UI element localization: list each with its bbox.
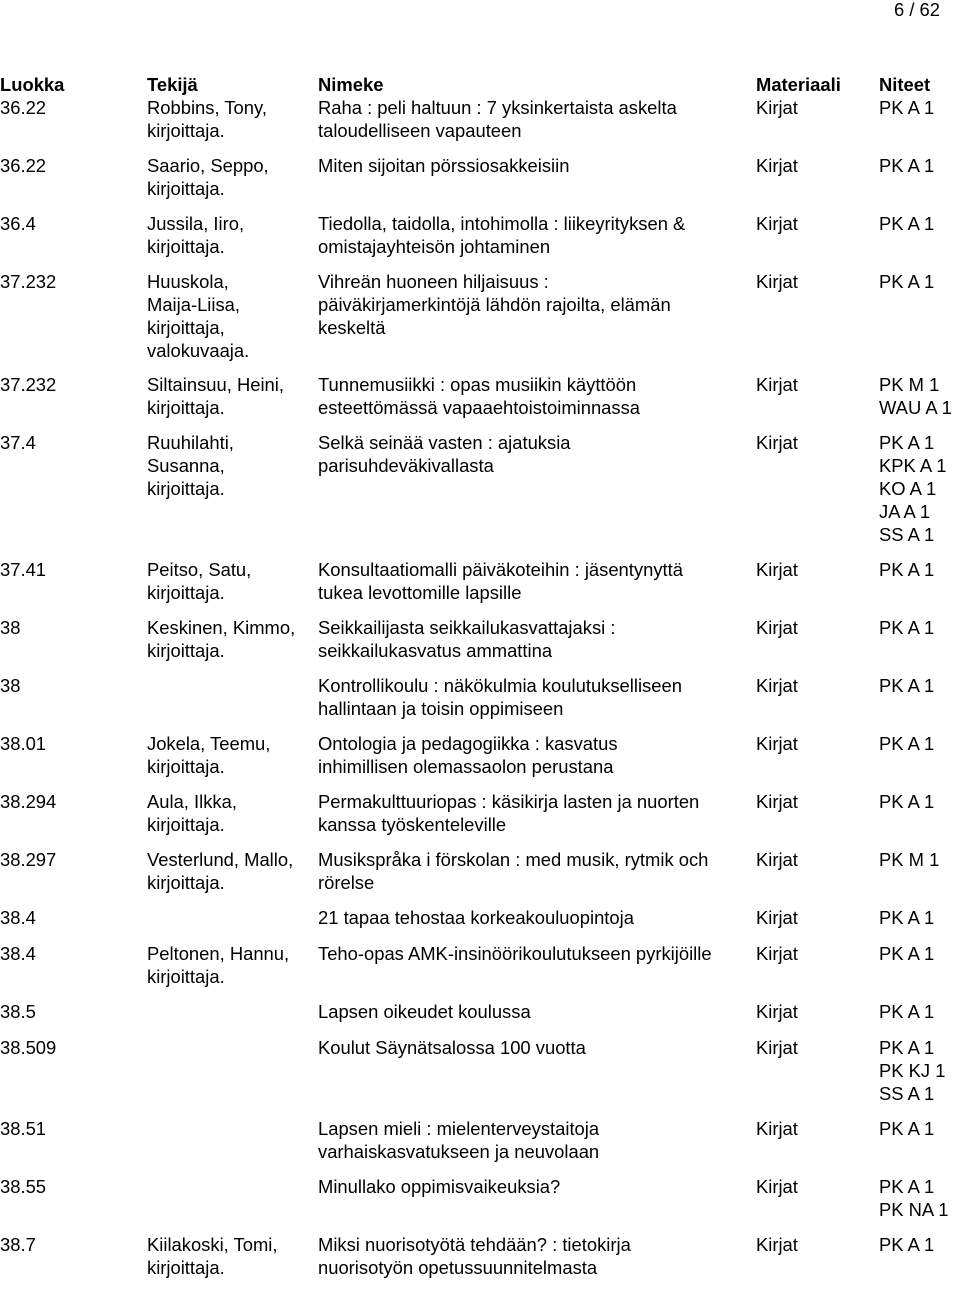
cell-niteet: [879, 616, 960, 639]
cell-tekija: [147, 96, 315, 142]
cell-niteet: [879, 790, 960, 813]
cell-tekija-line: kirjoittaja.: [147, 478, 225, 499]
cell-nimeke-line: Lapsen mieli : mielenterveystaitoja: [318, 1118, 600, 1139]
cell-tekija-line: Keskinen, Kimmo,: [147, 617, 296, 638]
cell-tekija-line: Huuskola,: [147, 271, 229, 292]
cell-niteet-line: PK M 1: [879, 849, 940, 870]
cell-tekija-line: Maija-Liisa,: [147, 294, 241, 315]
cell-materiaali: Kirjat: [756, 791, 798, 812]
cell-tekija: [147, 942, 315, 988]
cell-nimeke-line: Permakulttuuriopas : käsikirja lasten ja nuorten: [318, 791, 700, 812]
cell-nimeke-line: Koulut Säynätsalossa 100 vuotta: [318, 1037, 586, 1058]
cell-luokka: 38.5: [0, 1001, 36, 1022]
cell-materiaali: Kirjat: [756, 1001, 798, 1022]
cell-niteet-line: KPK A 1: [879, 455, 947, 476]
cell-niteet-line: WAU A 1: [879, 397, 952, 418]
cell-luokka: 38.7: [0, 1234, 36, 1255]
cell-luokka: 38: [0, 675, 21, 696]
cell-tekija-line: Jussila, Iiro,: [147, 213, 245, 234]
cell-niteet-line: PK A 1: [879, 271, 935, 292]
cell-luokka: 37.4: [0, 432, 36, 453]
column-header-nimeke: Nimeke: [318, 74, 384, 95]
cell-materiaali: Kirjat: [756, 943, 798, 964]
cell-niteet-line: KO A 1: [879, 478, 937, 499]
cell-tekija-line: kirjoittaja,: [147, 317, 225, 338]
cell-tekija-line: kirjoittaja.: [147, 236, 225, 257]
cell-niteet-line: PK KJ 1: [879, 1060, 946, 1081]
cell-luokka: 38.55: [0, 1176, 47, 1197]
cell-luokka: 37.232: [0, 374, 57, 395]
cell-nimeke-line: Tiedolla, taidolla, intohimolla : liikeyrityksen &: [318, 213, 686, 234]
cell-tekija-line: kirjoittaja.: [147, 756, 225, 777]
cell-nimeke: [318, 732, 758, 778]
cell-tekija: [147, 212, 315, 258]
cell-nimeke-line: inhimillisen olemassaolon perustana: [318, 756, 614, 777]
cell-nimeke-line: Konsultaatiomalli päiväkoteihin : jäsentynyttä: [318, 559, 683, 580]
cell-niteet-line: PK A 1: [879, 1234, 935, 1255]
cell-luokka: 37.41: [0, 559, 47, 580]
cell-nimeke-line: päiväkirjamerkintöjä lähdön rajoilta, elämän: [318, 294, 671, 315]
cell-niteet-line: PK NA 1: [879, 1199, 949, 1220]
cell-luokka: 37.232: [0, 271, 57, 292]
cell-nimeke-line: Seikkailijasta seikkailukasvattajaksi :: [318, 617, 616, 638]
cell-nimeke: [318, 154, 758, 177]
cell-niteet: [879, 431, 960, 546]
cell-nimeke-line: Miten sijoitan pörssiosakkeisiin: [318, 155, 570, 176]
cell-materiaali: Kirjat: [756, 1037, 798, 1058]
cell-tekija-line: Jokela, Teemu,: [147, 733, 271, 754]
cell-materiaali: Kirjat: [756, 675, 798, 696]
cell-niteet: [879, 732, 960, 755]
cell-materiaali: Kirjat: [756, 733, 798, 754]
cell-nimeke-line: Musikspråka i förskolan : med musik, rytmik och: [318, 849, 709, 870]
column-header-luokka: Luokka: [0, 74, 65, 95]
table-row: [0, 1233, 960, 1313]
cell-niteet-line: PK A 1: [879, 617, 935, 638]
cell-niteet-line: PK A 1: [879, 97, 935, 118]
cell-nimeke-line: rörelse: [318, 872, 375, 893]
cell-niteet: [879, 154, 960, 177]
cell-luokka: 38.297: [0, 849, 57, 870]
cell-nimeke-line: Raha : peli haltuun : 7 yksinkertaista askelta: [318, 97, 677, 118]
cell-nimeke: [318, 1117, 758, 1163]
cell-nimeke: [318, 270, 758, 339]
cell-nimeke-line: taloudelliseen vapauteen: [318, 120, 522, 141]
cell-niteet-line: SS A 1: [879, 1083, 935, 1104]
cell-niteet: [879, 558, 960, 581]
table-row: [0, 1036, 960, 1116]
cell-tekija-line: Saario, Seppo,: [147, 155, 269, 176]
cell-tekija: [147, 558, 315, 604]
cell-niteet-line: PK A 1: [879, 559, 935, 580]
cell-materiaali: Kirjat: [756, 432, 798, 453]
cell-niteet: [879, 96, 960, 119]
cell-materiaali: Kirjat: [756, 907, 798, 928]
cell-nimeke-line: Kontrollikoulu : näkökulmia koulutukselliseen: [318, 675, 682, 696]
cell-niteet: [879, 906, 960, 929]
cell-niteet-line: PK A 1: [879, 155, 935, 176]
cell-materiaali: Kirjat: [756, 1176, 798, 1197]
cell-tekija-line: kirjoittaja.: [147, 397, 225, 418]
cell-niteet-line: JA A 1: [879, 501, 931, 522]
cell-materiaali: Kirjat: [756, 155, 798, 176]
cell-nimeke: [318, 616, 758, 662]
cell-tekija-line: valokuvaaja.: [147, 340, 250, 361]
cell-tekija-line: kirjoittaja.: [147, 640, 225, 661]
table-row: [0, 431, 960, 545]
table-row: [0, 270, 960, 361]
cell-materiaali: Kirjat: [756, 1234, 798, 1255]
cell-tekija-line: Ruuhilahti,: [147, 432, 234, 453]
cell-nimeke-line: hallintaan ja toisin oppimiseen: [318, 698, 564, 719]
cell-materiaali: Kirjat: [756, 617, 798, 638]
cell-nimeke-line: Minullako oppimisvaikeuksia?: [318, 1176, 561, 1197]
cell-tekija-line: Vesterlund, Mallo,: [147, 849, 294, 870]
cell-materiaali: Kirjat: [756, 271, 798, 292]
cell-tekija-line: Kiilakoski, Tomi,: [147, 1234, 278, 1255]
cell-tekija-line: kirjoittaja.: [147, 1257, 225, 1278]
cell-luokka: 38.51: [0, 1118, 47, 1139]
cell-niteet-line: PK A 1: [879, 1037, 935, 1058]
column-header-niteet: Niteet: [879, 74, 931, 95]
cell-niteet: [879, 1000, 960, 1023]
cell-niteet-line: PK A 1: [879, 1118, 935, 1139]
cell-niteet-line: PK A 1: [879, 1176, 935, 1197]
cell-nimeke-line: Selkä seinää vasten : ajatuksia: [318, 432, 571, 453]
cell-luokka: 36.22: [0, 97, 47, 118]
cell-nimeke-line: esteettömässä vapaaehtoistoiminnassa: [318, 397, 641, 418]
cell-nimeke: [318, 212, 758, 258]
cell-nimeke-line: omistajayhteisön johtaminen: [318, 236, 551, 257]
cell-nimeke: [318, 906, 758, 929]
cell-luokka: 36.4: [0, 213, 36, 234]
cell-nimeke-line: kanssa työskenteleville: [318, 814, 507, 835]
cell-niteet-line: PK A 1: [879, 675, 935, 696]
cell-tekija-line: Susanna,: [147, 455, 225, 476]
cell-tekija-line: kirjoittaja.: [147, 814, 225, 835]
cell-niteet: [879, 1175, 960, 1221]
cell-tekija-line: kirjoittaja.: [147, 872, 225, 893]
cell-nimeke-line: Miksi nuorisotyötä tehdään? : tietokirja: [318, 1234, 631, 1255]
cell-luokka: 38.01: [0, 733, 47, 754]
cell-tekija-line: kirjoittaja.: [147, 582, 225, 603]
cell-luokka: 38.4: [0, 943, 36, 964]
cell-niteet-line: PK A 1: [879, 213, 935, 234]
cell-luokka: 38.509: [0, 1037, 57, 1058]
cell-tekija-line: Aula, Ilkka,: [147, 791, 237, 812]
cell-niteet-line: PK A 1: [879, 1001, 935, 1022]
cell-nimeke-line: Ontologia ja pedagogiikka : kasvatus: [318, 733, 618, 754]
cell-luokka: 36.22: [0, 155, 47, 176]
cell-niteet: [879, 848, 960, 871]
column-header-tekija: Tekijä: [147, 74, 198, 95]
cell-niteet-line: PK A 1: [879, 432, 935, 453]
cell-nimeke: [318, 848, 758, 894]
cell-nimeke: [318, 373, 758, 419]
cell-tekija: [147, 616, 315, 662]
cell-nimeke: [318, 1175, 758, 1198]
cell-niteet-line: PK A 1: [879, 943, 935, 964]
cell-tekija-line: Peltonen, Hannu,: [147, 943, 290, 964]
cell-niteet: [879, 942, 960, 965]
cell-nimeke: [318, 431, 758, 477]
cell-tekija-line: kirjoittaja.: [147, 178, 225, 199]
cell-niteet: [879, 674, 960, 697]
column-header-materiaali: Materiaali: [756, 74, 841, 95]
cell-materiaali: Kirjat: [756, 374, 798, 395]
cell-materiaali: Kirjat: [756, 213, 798, 234]
cell-tekija-line: Robbins, Tony,: [147, 97, 267, 118]
cell-niteet-line: PK A 1: [879, 733, 935, 754]
cell-nimeke: [318, 790, 758, 836]
cell-tekija: [147, 373, 315, 419]
cell-niteet-line: PK M 1: [879, 374, 940, 395]
cell-materiaali: Kirjat: [756, 849, 798, 870]
cell-tekija: [147, 732, 315, 778]
cell-nimeke-line: Lapsen oikeudet koulussa: [318, 1001, 531, 1022]
cell-nimeke-line: varhaiskasvatukseen ja neuvolaan: [318, 1141, 600, 1162]
cell-nimeke-line: Teho-opas AMK-insinöörikoulutukseen pyrkijöille: [318, 943, 712, 964]
cell-tekija-line: Peitso, Satu,: [147, 559, 252, 580]
cell-tekija-line: Siltainsuu, Heini,: [147, 374, 284, 395]
cell-niteet: [879, 1233, 960, 1256]
cell-niteet-line: PK A 1: [879, 791, 935, 812]
cell-nimeke: [318, 558, 758, 604]
cell-nimeke: [318, 674, 758, 720]
cell-tekija-line: kirjoittaja.: [147, 966, 225, 987]
cell-nimeke-line: tukea levottomille lapsille: [318, 582, 522, 603]
cell-nimeke: [318, 942, 758, 965]
cell-tekija: [147, 154, 315, 200]
table-header: [0, 73, 960, 97]
cell-luokka: 38.294: [0, 791, 57, 812]
cell-nimeke: [318, 1000, 758, 1023]
cell-nimeke: [318, 1233, 758, 1279]
cell-tekija: [147, 848, 315, 894]
cell-tekija: [147, 1233, 315, 1279]
cell-luokka: 38.4: [0, 907, 36, 928]
cell-niteet: [879, 1117, 960, 1140]
cell-tekija: [147, 270, 315, 362]
cell-nimeke-line: 21 tapaa tehostaa korkeakouluopintoja: [318, 907, 634, 928]
cell-nimeke-line: keskeltä: [318, 317, 386, 338]
cell-nimeke-line: Vihreän huoneen hiljaisuus :: [318, 271, 549, 292]
cell-luokka: 38: [0, 617, 21, 638]
cell-nimeke-line: Tunnemusiikki : opas musiikin käyttöön: [318, 374, 637, 395]
cell-materiaali: Kirjat: [756, 1118, 798, 1139]
cell-nimeke-line: seikkailukasvatus ammattina: [318, 640, 553, 661]
cell-niteet: [879, 270, 960, 293]
cell-nimeke-line: parisuhdeväkivallasta: [318, 455, 494, 476]
cell-materiaali: Kirjat: [756, 559, 798, 580]
cell-niteet: [879, 373, 960, 419]
page-number: 6 / 62: [893, 0, 940, 20]
cell-niteet-line: SS A 1: [879, 524, 935, 545]
cell-niteet: [879, 212, 960, 235]
cell-tekija: [147, 790, 315, 836]
cell-nimeke: [318, 1036, 758, 1059]
cell-materiaali: Kirjat: [756, 97, 798, 118]
cell-niteet-line: PK A 1: [879, 907, 935, 928]
cell-tekija: [147, 431, 315, 500]
cell-niteet: [879, 1036, 960, 1105]
cell-tekija-line: kirjoittaja.: [147, 120, 225, 141]
cell-nimeke: [318, 96, 758, 142]
cell-nimeke-line: nuorisotyön opetussuunnitelmasta: [318, 1257, 598, 1278]
